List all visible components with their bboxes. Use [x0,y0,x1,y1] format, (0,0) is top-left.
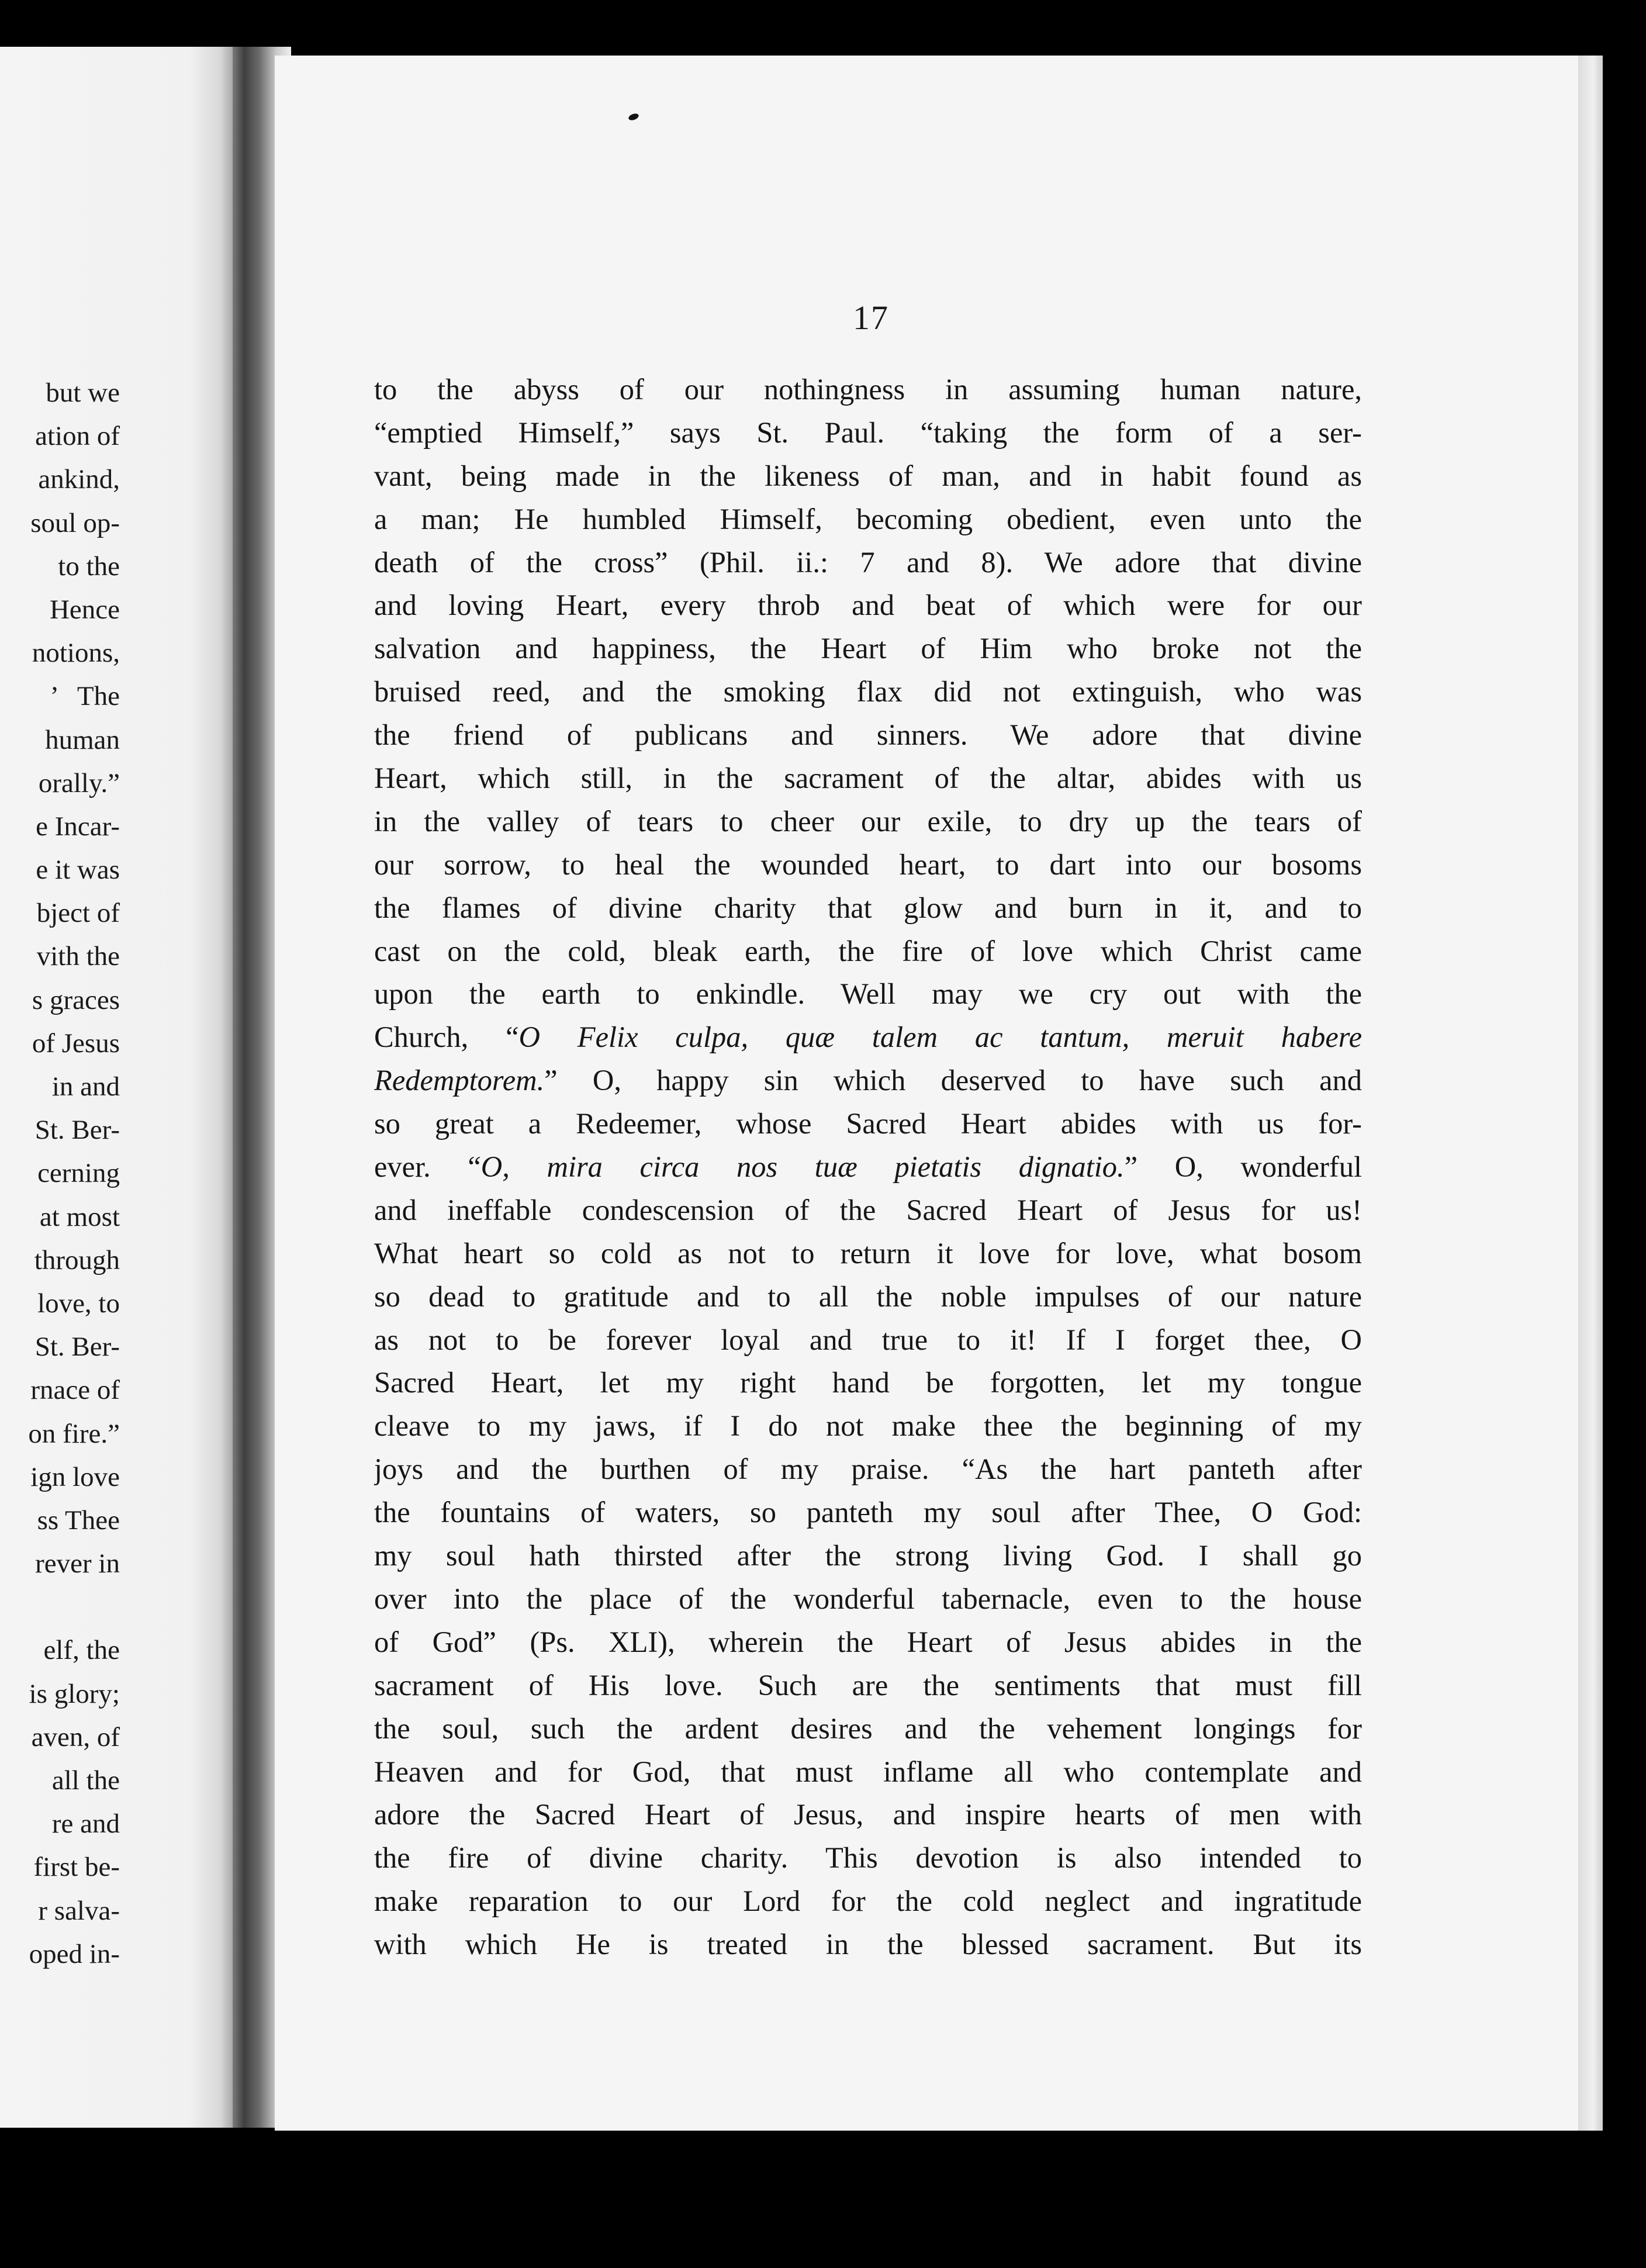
line-prefix: ever. “ [374,1150,481,1184]
page-edge [1578,56,1603,2131]
text-line: the friend of publicans and sinners. We adore that divine [374,718,1362,752]
previous-page-line: vith the [36,941,120,972]
previous-page-line: ation of [35,421,120,452]
line-suffix: ” O, happy sin which deserved to have such and [544,1064,1362,1097]
text-line: cast on the cold, bleak earth, the fire of love which Christ came [374,934,1362,967]
previous-page-text [0,371,120,1976]
previous-page-line: first be- [33,1852,120,1883]
previous-page-line: e Incar- [36,811,120,842]
previous-page-line: elf, the [43,1635,120,1666]
text-line: adore the Sacred Heart of Jesus, and inspire hearts of men with [374,1798,1362,1831]
text-line: “emptied Himself,” says St. Paul. “taking the form of a ser- [374,416,1362,449]
previous-page-line: human [45,724,120,755]
text-line: Heart, which still, in the sacrament of the altar, abides with us [374,762,1362,795]
text-line: death of the cross” (Phil. ii.: 7 and 8). We adore that divine [374,545,1362,579]
previous-page-line: orally.” [38,767,120,798]
text-line: in the valley of tears to cheer our exile, to dry up the tears of [374,804,1362,838]
text-line: Sacred Heart, let my right hand be forgotten, let my tongue [374,1366,1362,1399]
text-line: with which He is treated in the blessed sacrament. But its [374,1928,1362,1961]
previous-page-line: bject of [36,898,120,929]
previous-page-line: Hence [49,594,120,625]
text-line: of God” (Ps. XLI), wherein the Heart of Jesus abides in the [374,1625,1362,1658]
text-line: the fire of divine charity. This devotion is also intended to [374,1841,1362,1875]
latin-quote: O, mira circa nos tuæ pietatis dignatio. [480,1150,1125,1184]
previous-page-line: love, to [37,1288,120,1319]
previous-page-line: cerning [37,1158,120,1189]
text-line: What heart so cold as not to return it love for love, what bosom [374,1236,1362,1270]
previous-page-line: s graces [32,984,120,1015]
text-line: Heaven and for God, that must inflame all who contemplate and [374,1755,1362,1788]
text-line: sacrament of His love. Such are the sentiments that must fill [374,1668,1362,1702]
previous-page-line: re and [51,1809,120,1840]
previous-page-line: notions, [32,638,120,669]
text-line: joys and the burthen of my praise. “As the hart panteth after [374,1453,1362,1486]
previous-page-line: aven, of [31,1721,120,1752]
previous-page-line: r salva- [38,1895,120,1926]
page-number: 17 [853,299,889,337]
text-line: so great a Redeemer, whose Sacred Heart abides with us for- [374,1107,1362,1140]
previous-page-line: but we [46,378,120,408]
text-line: cleave to my jaws, if I do not make thee the beginning of my [374,1409,1362,1443]
previous-page-line: ’ The [50,681,120,712]
line-prefix: Church, “ [374,1021,519,1054]
previous-page-line: is glory; [29,1678,120,1709]
previous-page-line: all the [51,1765,120,1796]
previous-page-line: St. Ber- [34,1115,120,1146]
text-line: and ineffable condescension of the Sacred Heart of Jesus for us! [374,1193,1362,1226]
text-line: as not to be forever loyal and true to it! If I forget thee, O [374,1323,1362,1356]
previous-page-line: ss Thee [37,1505,120,1536]
text-line: bruised reed, and the smoking flax did not extinguish, who was [374,675,1362,708]
previous-page-line: rever in [35,1548,120,1579]
page-body-text [374,368,1362,1966]
text-line: the fountains of waters, so panteth my soul after Thee, O God: [374,1496,1362,1529]
previous-page-line: ign love [30,1461,120,1492]
previous-page-line: in and [51,1071,120,1102]
text-line: the flames of divine charity that glow and burn in it, and to [374,891,1362,924]
text-line-latin [374,1059,1362,1102]
latin-quote: O Felix culpa, quæ talem ac tantum, meruit habere [518,1021,1362,1054]
previous-page-line: rnace of [30,1375,120,1406]
text-line: vant, being made in the likeness of man, and in habit found as [374,459,1362,492]
text-line: upon the earth to enkindle. Well may we cry out with the [374,977,1362,1011]
text-line: our sorrow, to heal the wounded heart, to dart into our bosoms [374,848,1362,881]
previous-page-line: on fire.” [28,1418,120,1449]
previous-page-line: to the [58,551,120,582]
previous-page-line: St. Ber- [34,1332,120,1363]
previous-page-line: through [34,1244,120,1275]
previous-page-line: at most [39,1201,120,1232]
previous-page-line: ankind, [38,464,120,495]
previous-page [0,47,237,2128]
text-line: over into the place of the wonderful tabernacle, even to the house [374,1582,1362,1615]
latin-quote: Redemptorem. [374,1064,545,1097]
previous-page-line: soul op- [30,507,120,538]
text-line-latin [374,1146,1362,1189]
text-line-latin [374,1016,1362,1059]
previous-page-line: e it was [36,855,120,886]
text-line: and loving Heart, every throb and beat of which were for our [374,589,1362,622]
line-suffix: ” O, wonderful [1124,1150,1362,1184]
text-line: so dead to gratitude and to all the noble impulses of our nature [374,1280,1362,1313]
text-line: the soul, such the ardent desires and the vehement longings for [374,1712,1362,1745]
text-line: a man; He humbled Himself, becoming obedient, even unto the [374,502,1362,535]
text-line: make reparation to our Lord for the cold neglect and ingratitude [374,1885,1362,1918]
text-line: to the abyss of our nothingness in assuming human nature, [374,373,1362,406]
previous-page-line: oped in- [29,1938,120,1969]
text-line: my soul hath thirsted after the strong living God. I shall go [374,1539,1362,1572]
text-line: salvation and happiness, the Heart of Him who broke not the [374,632,1362,665]
previous-page-line [0,1585,120,1629]
previous-page-line: of Jesus [32,1028,120,1059]
